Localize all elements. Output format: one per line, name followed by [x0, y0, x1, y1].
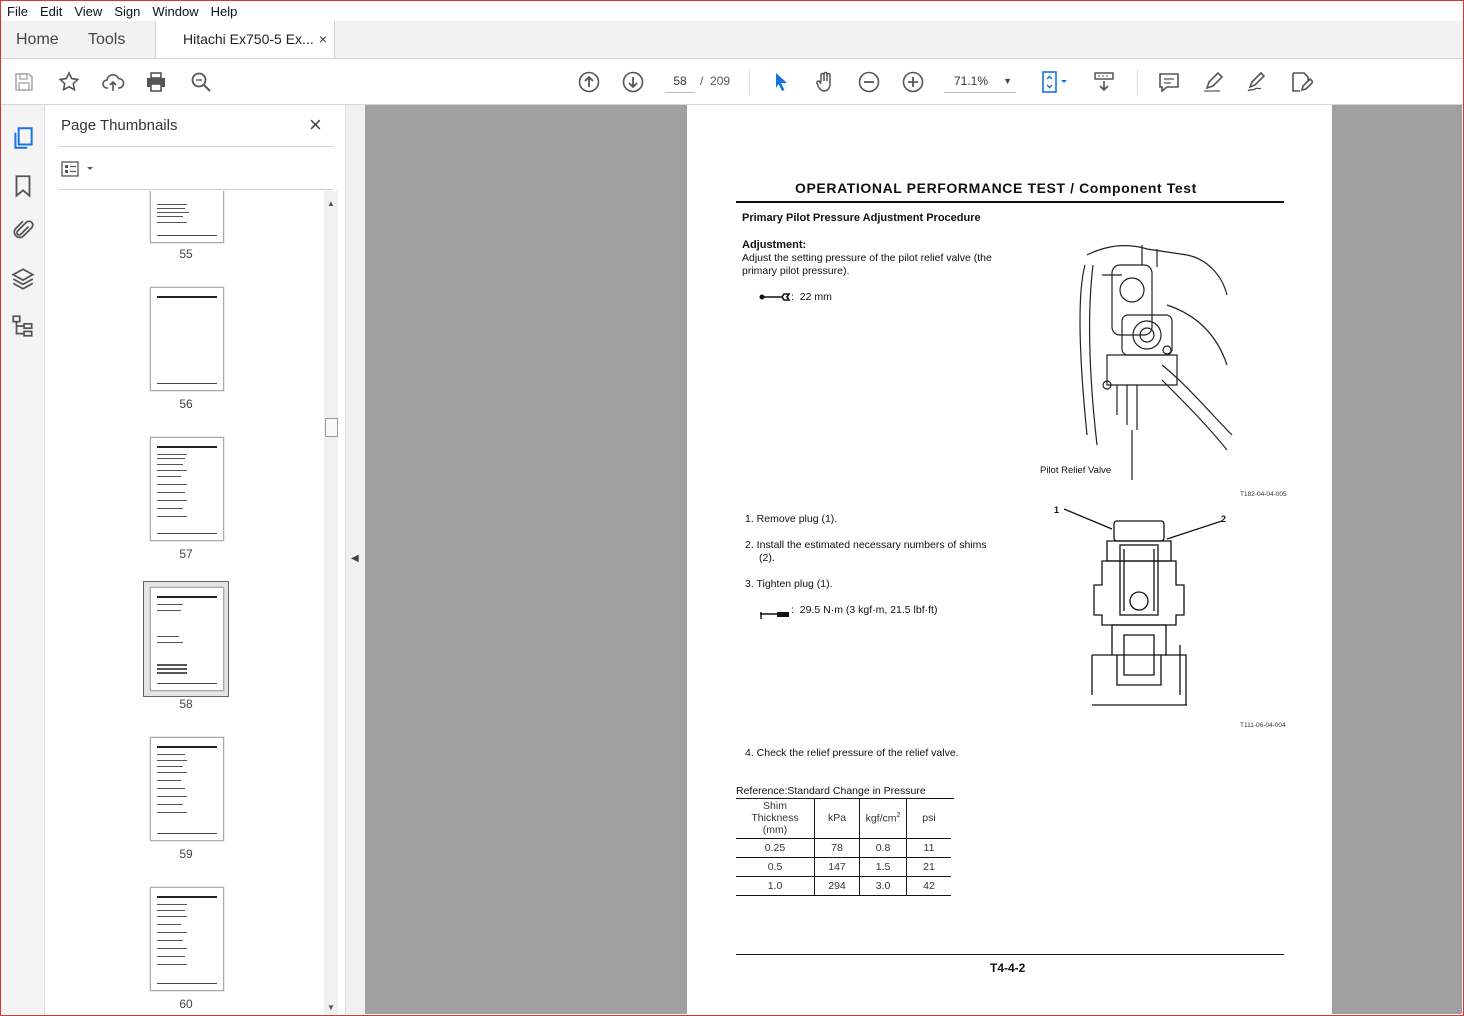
heading-rule [736, 201, 1284, 203]
tab-tools[interactable]: Tools [88, 31, 126, 48]
thumbnail-options-button[interactable] [61, 159, 101, 179]
table-cell: 1.0 [736, 877, 815, 896]
thumbnail-list [45, 191, 325, 1014]
table-header-kpa: kPa [815, 798, 860, 839]
next-page-icon[interactable] [620, 69, 646, 95]
thumbnail-label: 58 [179, 697, 193, 711]
callout-1: 1 [1054, 505, 1060, 515]
thumbnail-scrollbar[interactable] [324, 191, 338, 1014]
thumbnail-label: 55 [179, 247, 193, 261]
page-thumbnails-icon[interactable] [10, 125, 36, 151]
navigation-rail [1, 105, 45, 1014]
torque-spec: : 29.5 N·m (3 kgf·m, 21.5 lbf·ft) [791, 604, 938, 616]
adjustment-label: Adjustment: [742, 239, 807, 251]
menu-edit[interactable]: Edit [39, 3, 63, 19]
table-caption: Reference:Standard Change in Pressure [736, 785, 926, 797]
menu-view[interactable]: View [74, 3, 103, 19]
header-shim-1: Shim [763, 800, 787, 812]
attachment-icon[interactable] [10, 218, 36, 244]
header-shim-3: (mm) [762, 824, 788, 836]
wrench-size: : 22 mm [791, 291, 832, 303]
panel-splitter[interactable] [345, 105, 365, 1014]
layers-icon[interactable] [10, 266, 36, 292]
step-4: 4. Check the relief pressure of the relief valve. [745, 747, 959, 759]
step-2: 2. Install the estimated necessary numbers of shims [745, 539, 987, 551]
thumbnail-page[interactable] [150, 191, 224, 243]
table-row [736, 839, 951, 858]
torque-wrench-icon [759, 607, 791, 617]
menu-window[interactable]: Window [152, 3, 199, 19]
table-cell: 1.5 [860, 858, 907, 877]
section-title: Primary Pilot Pressure Adjustment Procedure [742, 212, 981, 224]
table-cell: 3.0 [860, 877, 907, 896]
table-cell: 42 [907, 877, 952, 896]
panel-title: Page Thumbnails [61, 117, 178, 134]
thumbnail-label: 60 [179, 997, 193, 1011]
panel-close-icon[interactable]: × [309, 112, 322, 137]
bookmark-icon[interactable] [10, 173, 36, 199]
divider [59, 189, 333, 190]
search-zoom-icon[interactable] [188, 69, 214, 95]
thumbnail-page[interactable] [150, 287, 224, 391]
save-icon[interactable] [11, 69, 37, 95]
thumbnail-label: 57 [179, 547, 193, 561]
page-footer: T4-4-2 [990, 961, 1026, 975]
shim-pressure-table [736, 798, 951, 896]
page-count [700, 70, 730, 92]
figure1-label: Pilot Relief Valve [1040, 465, 1112, 476]
table-header-psi: psi [907, 798, 952, 839]
bookmark-star-icon[interactable] [56, 69, 82, 95]
figure1-code: T182-04-04-005 [1240, 491, 1287, 498]
content-tree-icon[interactable] [10, 313, 36, 339]
wrench-icon [759, 291, 791, 303]
previous-page-icon[interactable] [576, 69, 602, 95]
step-3: 3. Tighten plug (1). [745, 578, 833, 590]
table-row [736, 877, 951, 896]
highlight-pen-icon[interactable] [1200, 69, 1226, 95]
toolbar-divider [749, 69, 750, 95]
toolbar [1, 59, 1463, 105]
toolbar-divider [1137, 69, 1138, 95]
page-heading: OPERATIONAL PERFORMANCE TEST / Component Test [795, 180, 1197, 196]
table-cell: 147 [815, 858, 860, 877]
page-separator: / [700, 74, 704, 88]
zoom-level-select[interactable] [944, 70, 1016, 93]
table-cell: 21 [907, 858, 952, 877]
print-icon[interactable] [143, 69, 169, 95]
tab-close-icon[interactable]: × [318, 31, 327, 47]
thumbnail-label: 59 [179, 847, 193, 861]
table-cell: 0.5 [736, 858, 815, 877]
plug-shim-figure [1062, 505, 1222, 715]
menu-help[interactable]: Help [210, 3, 238, 19]
table-cell: 11 [907, 839, 952, 858]
tab-home[interactable]: Home [16, 31, 59, 48]
adjustment-text-1: Adjust the setting pressure of the pilot relief valve (the [742, 252, 992, 264]
scroll-up-icon[interactable]: ▲ [327, 199, 335, 208]
step-1: 1. Remove plug (1). [745, 513, 838, 525]
page-number-input[interactable]: 58 [665, 70, 695, 93]
table-cell: 0.8 [860, 839, 907, 858]
menu-bar [1, 1, 1463, 21]
thumbnail-page-selected[interactable] [150, 587, 224, 691]
comment-icon[interactable] [1156, 69, 1182, 95]
edit-document-icon[interactable] [1288, 69, 1314, 95]
scrollbar-thumb[interactable] [325, 418, 338, 437]
chevron-down-icon: ▼ [1003, 76, 1012, 86]
table-row [736, 858, 951, 877]
fit-page-icon[interactable] [1037, 69, 1073, 95]
thumbnail-page[interactable] [150, 737, 224, 841]
tab-bar [1, 21, 1463, 59]
pdf-page [687, 105, 1332, 1014]
scrolling-mode-icon[interactable] [1091, 69, 1117, 95]
document-viewport[interactable] [365, 105, 1462, 1014]
menu-file[interactable]: File [7, 3, 28, 19]
tab-document-title: Hitachi Ex750-5 Ex... [183, 31, 314, 47]
figure2-code: T111-06-04-004 [1240, 722, 1286, 729]
scroll-down-icon[interactable]: ▼ [327, 1003, 335, 1012]
divider [59, 146, 333, 147]
thumbnail-page[interactable] [150, 887, 224, 991]
tab-document[interactable] [155, 21, 335, 58]
total-pages: 209 [710, 74, 731, 88]
pilot-relief-valve-figure [1067, 235, 1237, 485]
page-thumbnails-panel [45, 105, 345, 1014]
torque-value: 29.5 N·m (3 kgf·m, 21.5 lbf·ft) [799, 604, 938, 616]
zoom-out-icon[interactable] [856, 69, 882, 95]
upload-cloud-icon[interactable] [100, 69, 126, 95]
table-header-shim [736, 798, 815, 839]
step-2-cont: (2). [759, 552, 775, 564]
thumbnail-page[interactable] [150, 437, 224, 541]
table-cell: 78 [815, 839, 860, 858]
callout-2: 2 [1221, 514, 1227, 524]
table-cell: 0.25 [736, 839, 815, 858]
footer-rule [736, 954, 1284, 955]
zoom-level-value: 71.1% [954, 74, 989, 88]
select-cursor-icon[interactable] [768, 69, 794, 95]
zoom-in-icon[interactable] [900, 69, 926, 95]
menu-sign[interactable]: Sign [114, 3, 141, 19]
hand-tool-icon[interactable] [812, 69, 838, 95]
adjustment-text-2: primary pilot pressure). [742, 265, 850, 277]
collapse-arrow-icon[interactable]: ◀ [351, 553, 359, 564]
wrench-size-value: 22 mm [799, 291, 832, 303]
table-header-kgf: kgf/$cm^2$ [860, 798, 907, 839]
table-cell: 294 [815, 877, 860, 896]
header-shim-2: Thickness [751, 812, 799, 824]
thumbnail-label: 56 [179, 397, 193, 411]
sign-pen-icon[interactable] [1244, 69, 1270, 95]
